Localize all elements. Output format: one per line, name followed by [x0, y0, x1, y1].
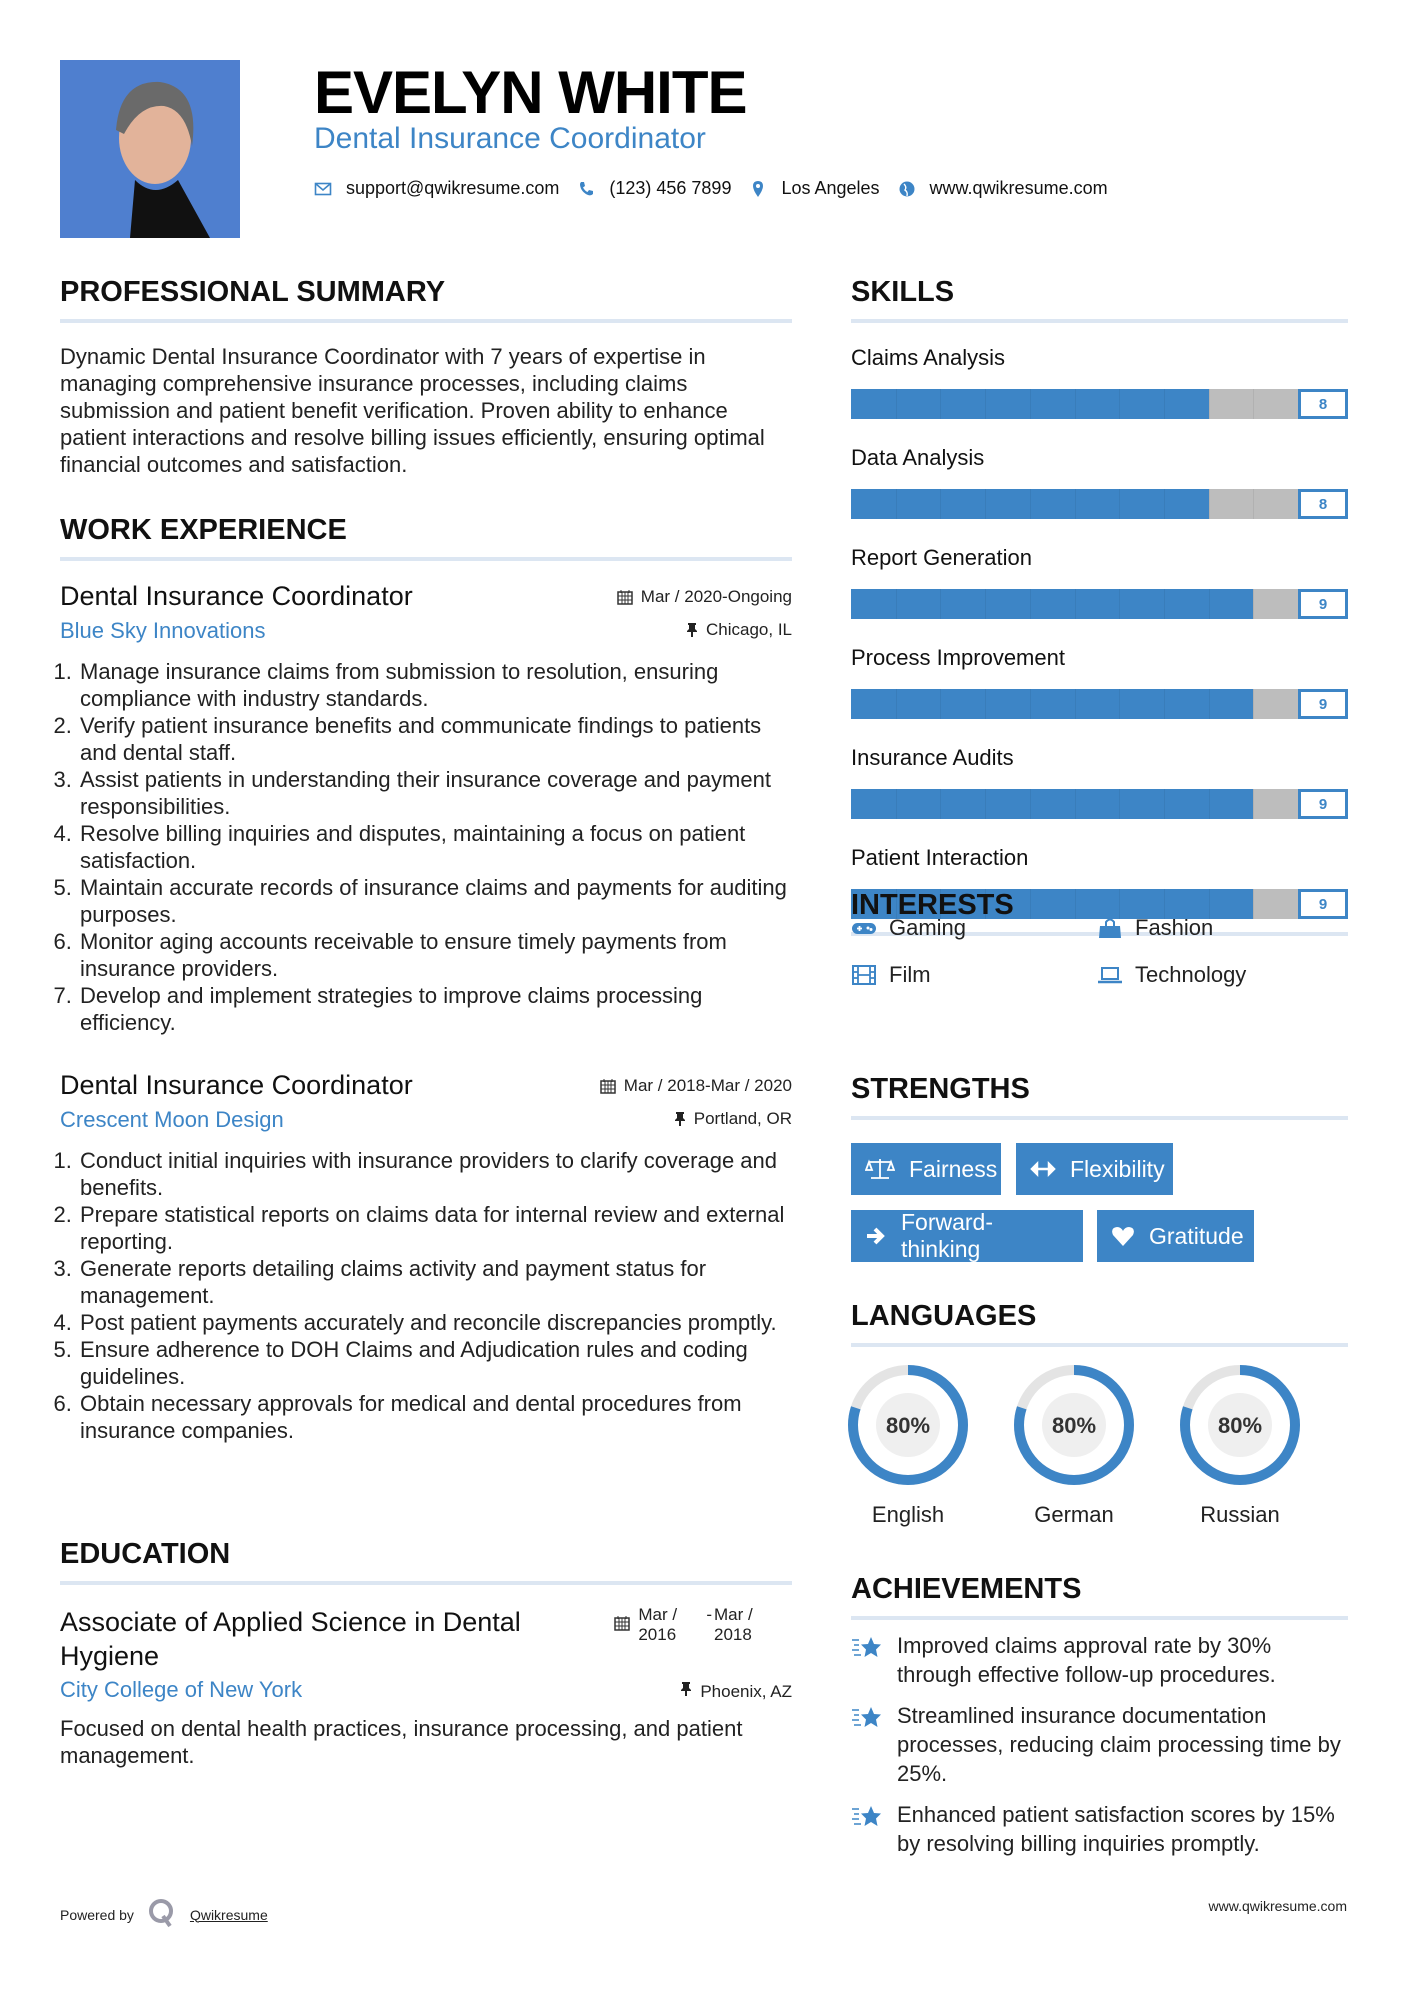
skill-value: 9: [1298, 689, 1348, 719]
skill-bar-segment: [1075, 489, 1076, 519]
achievements-section: [851, 1573, 1348, 1873]
skill-bar-segment: [1075, 789, 1076, 819]
location-text: Chicago, IL: [706, 620, 792, 639]
achievement-item: [851, 1631, 1348, 1689]
language-ring: [846, 1363, 970, 1487]
language-percent: 80%: [1051, 1413, 1097, 1438]
section-heading: LANGUAGES: [851, 1300, 1348, 1347]
skill-bar-segment: [1075, 689, 1076, 719]
skill-name: Process Improvement: [851, 645, 1065, 670]
skill-bar-segment: [1253, 489, 1254, 519]
skill-bar-segment: [940, 489, 941, 519]
skill-bar: [851, 689, 1348, 719]
list-item: 2. Prepare statistical reports on claims data for internal review and external reporting.: [78, 1201, 792, 1255]
skill-value: 9: [1298, 789, 1348, 819]
candidate-title: Dental Insurance Coordinator: [314, 122, 706, 155]
calendar-icon: [614, 1615, 630, 1636]
skill-bar-segment: [1164, 389, 1165, 419]
language-item: [1175, 1363, 1305, 1528]
interest-item: [851, 915, 966, 941]
achievement-item: [851, 1800, 1348, 1858]
language-percent: 80%: [1217, 1413, 1263, 1438]
skill-bar-segment: [1253, 389, 1254, 419]
section-heading: EDUCATION: [60, 1538, 792, 1585]
language-item: [1009, 1363, 1139, 1528]
skill-value: 9: [1298, 889, 1348, 919]
interest-label: Fashion: [1135, 915, 1214, 940]
envelope-icon: [314, 180, 332, 198]
language-ring: [1178, 1363, 1302, 1487]
skill-bar-segment: [1164, 689, 1165, 719]
skill-bar-segment: [1253, 689, 1254, 719]
list-item: 1. Manage insurance claims from submission to resolution, ensuring compliance with industry standards.: [78, 658, 792, 712]
globe-icon: [898, 180, 916, 198]
education-dates: [614, 1605, 764, 1673]
skill-bar-segment: [940, 589, 941, 619]
language-ring: [1012, 1363, 1136, 1487]
skill-bar-segment: [1030, 689, 1031, 719]
responsibility-list: [60, 1147, 792, 1444]
language-item: [843, 1363, 973, 1528]
interest-item: [851, 962, 931, 988]
strength-label: Gratitude: [1149, 1222, 1244, 1249]
summary-section: [60, 276, 792, 478]
pushpin-icon: [674, 1111, 686, 1127]
list-item: 3. Assist patients in understanding their insurance coverage and payment responsibilities.: [78, 766, 792, 820]
skill-bar-segment: [940, 389, 941, 419]
section-heading: INTERESTS: [851, 889, 1348, 936]
skill-bar-segment: [1119, 589, 1120, 619]
location-text: Phoenix, AZ: [700, 1681, 792, 1701]
calendar-icon: [600, 1078, 616, 1094]
skill-bar: [851, 589, 1348, 619]
skill-bar: [851, 789, 1348, 819]
skill-bar-segment: [940, 789, 941, 819]
skill-value: 9: [1298, 589, 1348, 619]
education-end: Mar / 2018: [714, 1605, 753, 1644]
skill-bar-segment: [1119, 489, 1120, 519]
education-section: [60, 1538, 792, 1769]
job-location: [686, 620, 792, 640]
skill-bar-segment: [940, 689, 941, 719]
skill-bar-segment: [1209, 589, 1210, 619]
skill-bar-segment: [985, 789, 986, 819]
skill-item: [851, 445, 1348, 519]
list-item: 5. Maintain accurate records of insurance claims and payments for auditing purposes.: [78, 874, 792, 928]
strength-label: Forward-thinking: [901, 1209, 994, 1262]
skill-bar-segment: [1119, 689, 1120, 719]
skill-bar-segment: [1030, 489, 1031, 519]
skill-bar-segment: [896, 789, 897, 819]
arrows-horizontal-icon: [1030, 1159, 1056, 1179]
interest-item: [1097, 915, 1213, 941]
section-heading: WORK EXPERIENCE: [60, 514, 792, 561]
contact-location: Los Angeles: [781, 178, 880, 198]
brand-link[interactable]: Qwikresume: [189, 1906, 268, 1923]
skill-bar-fill: [851, 689, 1253, 719]
section-heading: STRENGTHS: [851, 1073, 1348, 1120]
company-name: Crescent Moon Design: [60, 1107, 284, 1132]
pushpin-icon: [680, 1681, 692, 1702]
list-item: 1. Conduct initial inquiries with insurance providers to clarify coverage and benefits.: [78, 1147, 792, 1201]
education-start: Mar / 2016: [638, 1605, 678, 1644]
section-heading: SKILLS: [851, 276, 1348, 323]
strengths-section: [851, 1073, 1348, 1273]
interest-label: Technology: [1135, 962, 1247, 987]
language-percent: 80%: [885, 1413, 931, 1438]
film-icon: [851, 964, 877, 986]
skill-bar-segment: [1209, 389, 1210, 419]
skill-bar-segment: [985, 489, 986, 519]
degree-title: Associate of Applied Science in Dental Hygiene: [60, 1607, 521, 1671]
footer-website[interactable]: www.qwikresume.com: [1208, 1898, 1347, 1914]
skill-bar: [851, 489, 1348, 519]
skill-bar-segment: [1075, 589, 1076, 619]
arrow-right-icon: [865, 1225, 887, 1247]
balance-scale-icon: [865, 1157, 895, 1181]
footer-powered: [60, 1898, 268, 1931]
heart-icon: [1111, 1225, 1135, 1247]
work-section: [60, 514, 792, 1444]
shopping-bag-icon: [1097, 917, 1123, 939]
strength-label: Flexibility: [1070, 1155, 1165, 1182]
language-name: Russian: [1200, 1502, 1280, 1527]
list-item: 5. Ensure adherence to DOH Claims and Adjudication rules and coding guidelines.: [78, 1336, 792, 1390]
interest-item: [1097, 962, 1246, 988]
job-list: [60, 581, 792, 1444]
contact-phone[interactable]: (123) 456 7899: [609, 178, 732, 198]
profile-photo: [60, 60, 240, 238]
skill-name: Data Analysis: [851, 445, 985, 470]
skill-bar-segment: [1209, 789, 1210, 819]
list-item: 3. Generate reports detailing claims activity and payment status for management.: [78, 1255, 792, 1309]
date-separator: -: [706, 1605, 712, 1624]
list-item: 2. Verify patient insurance benefits and communicate findings to patients and dental staff.: [78, 712, 792, 766]
list-item: 4. Resolve billing inquiries and disputes, maintaining a focus on patient satisfaction.: [78, 820, 792, 874]
skill-name: Claims Analysis: [851, 345, 1006, 370]
contact-email[interactable]: support@qwikresume.com: [346, 178, 560, 198]
skills-section: [851, 276, 1348, 945]
star-icon: [851, 1631, 883, 1689]
interests-section: [851, 889, 1348, 1029]
school-name: City College of New York: [60, 1677, 303, 1702]
interest-label: Film: [889, 962, 931, 987]
interest-label: Gaming: [889, 915, 967, 940]
skill-bar-segment: [896, 389, 897, 419]
pushpin-icon: [686, 622, 698, 638]
responsibility-list: [60, 658, 792, 1036]
skill-bar-segment: [1253, 589, 1254, 619]
powered-by-text: Powered by: [60, 1906, 134, 1923]
skill-name: Report Generation: [851, 545, 1032, 570]
achievement-text: Improved claims approval rate by 30% through effective follow-up procedures.: [897, 1633, 1276, 1687]
skill-bar-segment: [1075, 389, 1076, 419]
skill-bar-fill: [851, 789, 1253, 819]
achievement-text: Streamlined insurance documentation processes, reducing claim processing time by 25%.: [897, 1703, 1341, 1786]
skill-bar-segment: [1209, 489, 1210, 519]
job-location: [674, 1109, 792, 1129]
skill-name: Patient Interaction: [851, 845, 1029, 870]
date-text: Mar / 2020-Ongoing: [640, 587, 792, 606]
strength-label: Fairness: [909, 1155, 998, 1182]
job-title: Dental Insurance Coordinator: [60, 581, 413, 611]
skill-value: 8: [1298, 489, 1348, 519]
education-description: Focused on dental health practices, insurance processing, and patient management.: [60, 1716, 743, 1768]
contact-bar: [314, 178, 1126, 199]
company-name: Blue Sky Innovations: [60, 618, 266, 643]
laptop-icon: [1097, 964, 1123, 986]
contact-website[interactable]: www.qwikresume.com: [929, 178, 1108, 198]
gamepad-icon: [851, 917, 877, 939]
strength-badge: [1016, 1143, 1173, 1195]
list-item: 4. Post patient payments accurately and reconcile discrepancies promptly.: [78, 1309, 792, 1336]
skill-bar-segment: [985, 689, 986, 719]
language-name: English: [871, 1502, 945, 1527]
skill-bar-segment: [1030, 389, 1031, 419]
section-heading: PROFESSIONAL SUMMARY: [60, 276, 792, 323]
section-heading: ACHIEVEMENTS: [851, 1573, 1348, 1620]
language-name: German: [1034, 1502, 1114, 1527]
skill-bar-segment: [1030, 789, 1031, 819]
skill-bar-segment: [1164, 789, 1165, 819]
qwikresume-logo-icon: [148, 1898, 176, 1931]
calendar-icon: [617, 589, 633, 605]
skill-item: [851, 545, 1348, 619]
date-text: Mar / 2018-Mar / 2020: [623, 1076, 792, 1095]
job-entry: [60, 581, 792, 1036]
star-icon: [851, 1701, 883, 1788]
skill-bar-segment: [985, 589, 986, 619]
summary-text: Dynamic Dental Insurance Coordinator with 7 years of expertise in managing comprehensive insurance processes, including claims submission and patient benefit verification. Proven ability to enhance patient interactions and resolve billing issues efficiently, ensuring optimal financial outcomes and satisfaction.: [60, 344, 765, 477]
strength-badge: [851, 1143, 1001, 1195]
list-item: 6. Monitor aging accounts receivable to ensure timely payments from insurance providers.: [78, 928, 792, 982]
phone-icon: [577, 180, 595, 198]
skill-value: 8: [1298, 389, 1348, 419]
strength-badge: [1097, 1210, 1254, 1262]
education-location: [680, 1681, 792, 1702]
skill-bar-segment: [985, 389, 986, 419]
skill-bar-segment: [1209, 689, 1210, 719]
job-entry: [60, 1070, 792, 1444]
skill-bar-segment: [896, 689, 897, 719]
achievement-item: [851, 1701, 1348, 1788]
strength-badge: [851, 1210, 1083, 1262]
skill-list: [851, 345, 1348, 919]
skill-bar-segment: [1030, 589, 1031, 619]
skill-bar-segment: [1253, 789, 1254, 819]
star-icon: [851, 1800, 883, 1858]
skill-bar-fill: [851, 589, 1253, 619]
skill-name: Insurance Audits: [851, 745, 1014, 770]
job-title: Dental Insurance Coordinator: [60, 1070, 413, 1100]
list-item: 6. Obtain necessary approvals for medical and dental procedures from insurance companies.: [78, 1390, 792, 1444]
skill-bar-segment: [1164, 589, 1165, 619]
skill-bar-segment: [1119, 789, 1120, 819]
location-text: Portland, OR: [693, 1109, 792, 1128]
languages-section: [851, 1300, 1348, 1540]
skill-bar-segment: [896, 489, 897, 519]
skill-bar-segment: [896, 589, 897, 619]
skill-item: [851, 345, 1348, 419]
skill-bar: [851, 389, 1348, 419]
job-dates: [617, 587, 792, 607]
candidate-name: EVELYN WHITE: [314, 59, 747, 126]
skill-bar-segment: [1119, 389, 1120, 419]
job-dates: [600, 1076, 792, 1096]
skill-item: [851, 645, 1348, 719]
achievement-text: Enhanced patient satisfaction scores by 15% by resolving billing inquiries promptly.: [897, 1802, 1335, 1856]
list-item: 7. Develop and implement strategies to improve claims processing efficiency.: [78, 982, 792, 1036]
skill-item: [851, 745, 1348, 819]
skill-bar-segment: [1164, 489, 1165, 519]
map-marker-icon: [749, 180, 767, 198]
